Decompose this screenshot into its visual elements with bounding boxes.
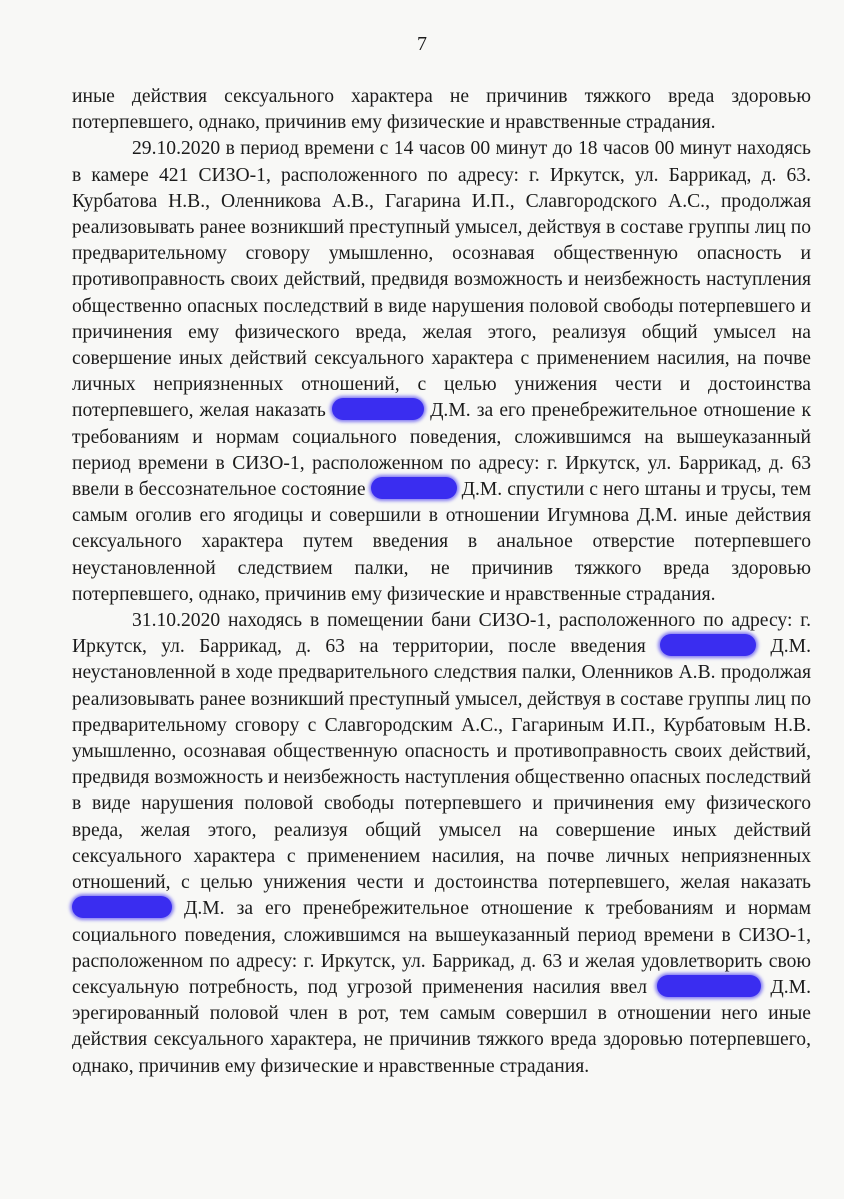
redaction-mark — [660, 634, 756, 656]
redaction-mark — [332, 398, 424, 420]
document-body — [72, 84, 811, 1080]
paragraph-3110 — [72, 608, 811, 1080]
paragraph-text: иные действия сексуального характера не причинив тяжкого вреда здоровью потерпевшего, однако, причинив ему физические и нравственные страдания. — [72, 86, 811, 134]
redaction-mark — [371, 477, 457, 499]
paragraph-text: Д.М. за его пренебрежительное отношение к требованиям и нормам социального поведения, сложившимся на вышеуказанный период времени в СИЗО-1, расположенном по адресу: г. Иркутск, ул. Баррикад, д. 63 и желая удовлетворить свою сексуальную потребность, под угрозой применения насилия ввел — [72, 898, 811, 998]
paragraph-text: Д.М. неустановленной в ходе предварительного следствия палки, Оленников А.В. продолжая реализовывать ранее возникший преступный умысел, действуя в составе группы лиц по предварительному сговору с Славгородским А.С., Гагариным И.П., Курбатовым Н.В. умышленно, осознавая общественную опасность и противоправность своих действий, предвидя возможность и неизбежность наступления общественно опасных последствий в виде нарушения половой свободы потерпевшего и причинения ему физического вреда, желая этого, реализуя общий умысел на совершение иных действий сексуального характера с применением насилия, на почве личных неприязненных отношений, с целью унижения чести и достоинства потерпевшего, желая наказать — [72, 636, 811, 894]
paragraph-continuation — [72, 84, 811, 136]
paragraph-2910 — [72, 136, 811, 608]
paragraph-text: Д.М. за его пренебрежительное отношение к требованиям и нормам социального поведения, сложившимся на вышеуказанный период времени в СИЗО-1, расположенном по адресу: г. Иркутск, ул. Баррикад, д. 63 ввели в бессознательное состояние — [72, 400, 811, 501]
paragraph-text: 29.10.2020 в период времени с 14 часов 00 минут до 18 часов 00 минут находясь в камере 421 СИЗО-1, расположенного по адресу: г. Иркутск, ул. Баррикад, д. 63. Курбатова Н.В., Оленникова А.В., Гагарина И.П., Славгородского А.С., продолжая реализовывать ранее возникший преступный умысел, действуя в составе группы лиц по предварительному сговору умышленно, осознавая общественную опасность и противоправность своих действий, предвидя возможность и неизбежность наступления общественно опасных последствий в виде нарушения половой свободы потерпевшего и причинения ему физического вреда, желая этого, реализуя общий умысел на совершение иных действий сексуального характера с применением насилия, на почве личных неприязненных отношений, с целью унижения чести и достоинства потерпевшего, желая наказать — [72, 138, 811, 422]
redaction-mark — [657, 975, 761, 997]
redaction-mark — [72, 896, 172, 918]
paragraph-text: 31.10.2020 находясь в помещении бани СИЗО-1, расположенного по адресу: г. Иркутск, ул. Баррикад, д. 63 на территории, после введения — [72, 610, 811, 658]
page-number: 7 — [417, 33, 427, 55]
paragraph-text: Д.М. спустили с него штаны и трусы, тем самым оголив его ягодицы и совершили в отношении Игумнова Д.М. иные действия сексуального характера путем введения в анальное отверстие потерпевшего неустановленной следствием палки, не причинив тяжкого вреда здоровью потерпевшего, однако, причинив ему физические и нравственные страдания. — [72, 479, 811, 605]
paragraph-text: Д.М. эрегированный половой член в рот, тем самым совершил в отношении него иные действия сексуального характера, не причинив тяжкого вреда здоровью потерпевшего, однако, причинив ему физические и нравственные страдания. — [72, 976, 811, 1077]
